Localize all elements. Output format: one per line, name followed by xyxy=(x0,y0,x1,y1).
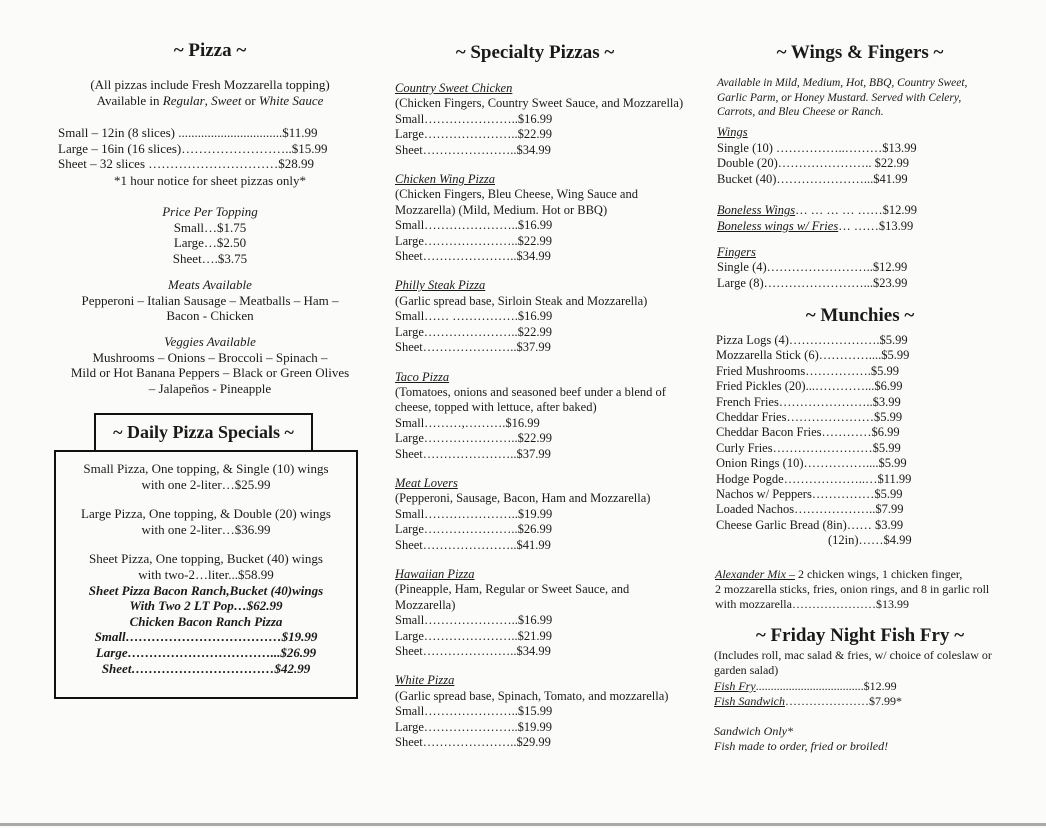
wings-wings-0-label: Single (10) ……………..……… xyxy=(717,140,883,155)
page-bottom-edge xyxy=(0,823,1046,826)
specialty-item xyxy=(395,673,683,750)
specials-deal1-line1: Small Pizza, One topping, & Single (10) wings xyxy=(83,461,329,476)
specialty-items-5-sizes-0-price: $16.99 xyxy=(517,613,553,628)
munchie-row xyxy=(716,472,912,487)
specials-deal2-line1: Large Pizza, One topping, & Double (20) wings xyxy=(81,506,331,522)
daily-specials-content xyxy=(56,461,356,676)
specialty-items-6-sizes-2-label: Sheet………………….. xyxy=(395,735,517,750)
pizza-note2-or: or xyxy=(241,92,259,108)
specialty-items-4-sizes-0-price: $19.99 xyxy=(517,506,553,521)
wings-boneless-1-label: Boneless wings w/ Fries xyxy=(717,218,839,233)
specialty-items-0-sizes-0-label: Small………………….. xyxy=(395,111,518,126)
munchies-items-2-price: $5.99 xyxy=(870,363,899,378)
pizza-note2-white: White Sauce xyxy=(258,92,324,108)
fishfry-row xyxy=(714,694,992,709)
munchies-items-10-price: $5.99 xyxy=(874,487,903,502)
pizza-sizes-0-price: $11.99 xyxy=(282,125,318,140)
specialty-items-5-sizes-2-price: $34.99 xyxy=(516,644,551,658)
wings-boneless-1-dots: … …… xyxy=(838,218,879,233)
fishfry-note-1: garden salad) xyxy=(714,663,779,678)
specialty-items-4-name: Meat Lovers xyxy=(395,475,458,490)
wings-fingers-0-price: $12.99 xyxy=(872,260,908,275)
munchies-alexander-name: Alexander Mix – xyxy=(715,567,795,581)
fishfry-items-1-dots: ………………… xyxy=(785,694,869,709)
specialty-items-5-sizes-1-price: $21.99 xyxy=(517,628,553,643)
munchies-items-6-price: $6.99 xyxy=(871,425,900,440)
wings-fingers-1-label: Large (8)……………………... xyxy=(717,275,873,290)
wings-row xyxy=(717,172,917,188)
pizza-size-row xyxy=(58,156,327,172)
munchie-row xyxy=(716,348,912,363)
munchies-list xyxy=(716,333,912,549)
specials-cbr-sizes-0-price: $19.99 xyxy=(281,629,318,645)
alexander-mix xyxy=(715,567,989,612)
pizza-size-row xyxy=(58,141,327,157)
wings-row xyxy=(717,156,917,172)
meats-list: Bacon - Chicken xyxy=(166,308,254,324)
specialty-items-1-sizes-0-label: Small………………….. xyxy=(395,218,518,233)
veggies-list: Mushrooms – Onions – Broccoli – Spinach – xyxy=(92,349,328,365)
specials-cbr-sizes-2-price: $42.99 xyxy=(274,660,311,676)
fishfry-note-0: (Includes roll, mac salad & fries, w/ choice of coleslaw or xyxy=(714,648,992,662)
specials-cbr-sizes-2-label: Sheet…………………………… xyxy=(101,660,275,676)
specialty-items-6-sizes-1-label: Large………………….. xyxy=(395,719,518,734)
wings-flavor-note xyxy=(717,76,967,120)
specialty-items-6-sizes-0-label: Small………………….. xyxy=(395,704,518,719)
specialty-items-2-sizes-1-label: Large………………….. xyxy=(395,324,518,339)
specialty-items-1-sizes-2-price: $34.99 xyxy=(516,249,551,264)
munchies-items-4-price: $3.99 xyxy=(872,394,901,409)
pizza-sizes-0-label: Small – 12in (8 slices) ................................ xyxy=(58,125,283,140)
munchies-items-5-price: $5.99 xyxy=(873,410,903,425)
specialty-items-3-name: Taco Pizza xyxy=(395,369,450,384)
specialty-items-1-desc-1: Mozzarella) (Mild, Medium. Hot or BBQ) xyxy=(395,202,608,217)
fishfry-items-0-label: Fish Fry xyxy=(714,678,756,693)
specials-deal4-line1: Sheet Pizza Bacon Ranch,Bucket (40)wings xyxy=(88,582,324,598)
specialty-items-3-sizes-2-price: $37.99 xyxy=(516,446,551,461)
specialty-items-4-sizes-1-label: Large………………….. xyxy=(395,522,518,537)
specialty-title: ~ Specialty Pizzas ~ xyxy=(455,42,615,63)
pizza-sizes-2-label: Sheet – 32 slices ………………………… xyxy=(58,156,279,172)
specialty-items-4-sizes-2-price: $41.99 xyxy=(516,537,551,552)
pizza-size-row xyxy=(58,125,327,141)
specialty-items-4-sizes-2-label: Sheet………………….. xyxy=(395,537,517,552)
wings-fingers-1-price: $23.99 xyxy=(873,275,908,290)
specialty-items-0-sizes-0-price: $16.99 xyxy=(517,111,553,126)
munchie-row xyxy=(716,333,912,348)
boneless-row xyxy=(717,203,917,219)
specialty-item xyxy=(395,370,683,462)
fishfry-items-1-label: Fish Sandwich xyxy=(714,694,785,709)
munchie-row xyxy=(716,502,912,517)
munchies-alexander-line1: 2 chicken wings, 1 chicken finger, xyxy=(794,567,963,581)
cbr-title: Chicken Bacon Ranch Pizza xyxy=(129,613,283,629)
pizza-note2-regular: Regular xyxy=(162,92,205,108)
specialty-items-5-sizes-2-label: Sheet………………….. xyxy=(395,644,517,658)
specialty-items-3-sizes-0-label: Small………,………. xyxy=(395,415,506,430)
wings-subtitle: Wings xyxy=(717,125,748,139)
specialty-item xyxy=(395,567,683,659)
wings-wings-1-label: Double (20)………………….. xyxy=(717,156,875,171)
munchies-items-9-price: $11.99 xyxy=(877,471,912,486)
munchies-items-0-label: Pizza Logs (4)…………………. xyxy=(716,333,880,347)
munchies-items-2-label: Fried Mushrooms……………. xyxy=(716,363,871,378)
specialty-items-1-sizes-0-price: $16.99 xyxy=(517,218,553,233)
specialty-items-0-sizes-2-label: Sheet………………….. xyxy=(395,142,517,157)
munchies-items-9-label: Hodge Pogde………………..… xyxy=(716,471,878,486)
specialty-items-1-name: Chicken Wing Pizza xyxy=(395,172,495,187)
specialty-items-2-sizes-1-price: $22.99 xyxy=(517,324,553,339)
specialty-items-3-sizes-1-price: $22.99 xyxy=(517,431,553,446)
specials-deal3-line2: with two-2…liter...$58.99 xyxy=(138,566,274,582)
specialty-items-1-sizes-1-label: Large………………….. xyxy=(395,233,518,248)
munchies-items-7-price: $5.99 xyxy=(872,440,901,455)
pizza-sizes-1-price: $15.99 xyxy=(291,140,328,156)
wings-fingers-0-label: Single (4)…………………….. xyxy=(717,260,873,275)
wings-boneless-0-label: Boneless Wings xyxy=(717,203,796,218)
munchies-items-0-price: $5.99 xyxy=(879,333,908,347)
specialty-items-0-desc-0: (Chicken Fingers, Country Sweet Sauce, and Mozzarella) xyxy=(395,96,684,111)
fishfry-footnote: Fish made to order, fried or broiled! xyxy=(714,739,889,754)
specialty-items-3-sizes-2-label: Sheet………………….. xyxy=(395,446,517,461)
special-deal xyxy=(56,506,356,537)
meats-title: Meats Available xyxy=(168,277,252,292)
specialty-items-4-sizes-1-price: $26.99 xyxy=(517,522,553,537)
munchie-row xyxy=(716,410,912,425)
specials-deal1-line2: with one 2-liter…$25.99 xyxy=(141,476,271,492)
munchies-items-3-price: $6.99 xyxy=(874,379,903,394)
specialty-items-1-sizes-1-price: $22.99 xyxy=(517,233,553,248)
specials-cbr-sizes-1-label: Large……………………………... xyxy=(95,644,281,660)
specialty-items-5-sizes-1-label: Large………………….. xyxy=(395,628,518,643)
specialty-items-6-sizes-2-price: $29.99 xyxy=(516,735,551,750)
munchies-title: ~ Munchies ~ xyxy=(805,305,915,326)
pizza-mozzarella-note: (All pizzas include Fresh Mozzarella topping) xyxy=(90,77,330,92)
topping-price-title: Price Per Topping xyxy=(162,204,258,219)
specials-deal2-line2: with one 2-liter…$36.99 xyxy=(141,521,271,537)
specialty-items-1-sizes-2-label: Sheet………………….. xyxy=(395,249,517,264)
wings-note-0: Available in Mild, Medium, Hot, BBQ, Country Sweet, xyxy=(717,77,968,89)
cbr-size-row xyxy=(56,645,356,661)
specialty-items-3-sizes-0-price: $16.99 xyxy=(505,415,540,430)
munchie-row xyxy=(716,456,912,471)
specialty-items-5-desc-1: Mozzarella) xyxy=(395,597,456,612)
munchie-row: (12in)……$4.99 xyxy=(828,533,912,548)
specialty-items-4-sizes-0-label: Small………………….. xyxy=(395,506,518,521)
munchie-row xyxy=(716,395,912,410)
topping-price: Sheet….$3.75 xyxy=(172,250,248,266)
specialty-items-2-sizes-2-price: $37.99 xyxy=(516,340,551,355)
munchies-items-12-price: $3.99 xyxy=(874,517,904,532)
wings-list xyxy=(717,125,917,291)
veggies-title: Veggies Available xyxy=(164,334,256,349)
specialty-items-6-desc-0: (Garlic spread base, Spinach, Tomato, and mozzarella) xyxy=(395,688,669,703)
munchie-row xyxy=(716,379,912,394)
veggies-list: Mild or Hot Banana Peppers – Black or Green Olives xyxy=(70,365,350,381)
specialty-list xyxy=(395,81,683,750)
specialty-items-4-desc-0: (Pepperoni, Sausage, Bacon, Ham and Mozzarella) xyxy=(395,491,651,506)
fingers-subtitle: Fingers xyxy=(717,244,756,259)
munchies-alexander-line3: with mozzarella…………………$13.99 xyxy=(715,597,909,611)
specialty-items-0-sizes-2-price: $34.99 xyxy=(516,142,551,157)
pizza-sizes-1-label: Large – 16in (16 slices)…………………….. xyxy=(58,140,292,156)
fishfry-items-1-price: $7.99* xyxy=(869,694,902,709)
munchies-alexander-line2: 2 mozzarella sticks, fries, onion rings, and 8 in garlic roll xyxy=(715,582,990,596)
wings-boneless-0-price: $12.99 xyxy=(882,203,917,218)
munchie-row xyxy=(716,518,912,533)
topping-price: Large…$2.50 xyxy=(173,235,247,251)
fishfry-title: ~ Friday Night Fish Fry ~ xyxy=(755,625,965,646)
specialty-items-5-desc-0: (Pineapple, Ham, Regular or Sweet Sauce, and xyxy=(395,582,630,597)
munchies-items-8-price: $5.99 xyxy=(878,456,907,471)
special-deal xyxy=(56,551,356,582)
munchies-items-5-label: Cheddar Fries………………… xyxy=(716,410,874,425)
cbr-size-row xyxy=(56,661,356,677)
munchie-row xyxy=(716,441,912,456)
pizza-sizes-2-price: $28.99 xyxy=(278,156,315,172)
special-deal xyxy=(56,461,356,492)
specialty-items-3-sizes-1-label: Large………………….. xyxy=(395,431,518,446)
specialty-items-0-name: Country Sweet Chicken xyxy=(395,81,513,95)
specialty-items-6-name: White Pizza xyxy=(395,673,455,688)
specialty-items-5-name: Hawaiian Pizza xyxy=(395,566,475,581)
pizza-note2-sweet: Sweet xyxy=(211,92,242,108)
munchies-items-1-label: Mozzarella Stick (6)………….... xyxy=(716,348,882,363)
specialty-items-6-sizes-1-price: $19.99 xyxy=(517,719,553,734)
specialty-items-2-desc-0: (Garlic spread base, Sirloin Steak and Mozzarella) xyxy=(395,293,648,308)
fishfry-items-0-price: $12.99 xyxy=(863,678,897,693)
specialty-items-1-desc-0: (Chicken Fingers, Bleu Cheese, Wing Sauce and xyxy=(395,187,638,202)
pizza-note2-prefix: Available in xyxy=(96,92,163,108)
fishfry-items-0-dots: .................................... xyxy=(755,678,864,693)
specialty-item xyxy=(395,476,683,553)
specialty-items-0-sizes-1-price: $22.99 xyxy=(517,127,553,142)
fishfry-row xyxy=(714,679,992,694)
specials-cbr-sizes-1-price: $26.99 xyxy=(280,644,317,660)
specialty-items-2-name: Philly Steak Pizza xyxy=(395,278,486,293)
munchies-items-11-price: $7.99 xyxy=(875,502,904,517)
fishfry-footnote: Sandwich Only* xyxy=(714,723,793,738)
wings-boneless-1-price: $13.99 xyxy=(878,218,914,233)
pizza-size-list xyxy=(58,125,327,172)
pizza-title: ~ Pizza ~ xyxy=(173,40,247,61)
meats-list: Pepperoni – Italian Sausage – Meatballs – Ham – xyxy=(81,292,339,308)
specialty-items-0-sizes-1-label: Large………………….. xyxy=(395,127,518,142)
topping-price: Small…$1.75 xyxy=(173,219,247,235)
specialty-items-3-desc-0: (Tomatoes, onions and seasoned beef under a blend of xyxy=(395,384,666,399)
specialty-items-5-sizes-0-label: Small………………….. xyxy=(395,613,518,628)
pizza-sauce-note xyxy=(50,93,370,109)
daily-specials-title-box xyxy=(94,413,313,452)
munchies-items-1-price: $5.99 xyxy=(881,348,910,363)
munchies-items-3-label: Fried Pickles (20)...…………... xyxy=(716,379,875,394)
munchies-items-12-label: Cheese Garlic Bread (8in)…… xyxy=(716,517,875,532)
wings-title: ~ Wings & Fingers ~ xyxy=(776,42,944,63)
pizza-note2-comma: , xyxy=(204,92,212,108)
specialty-items-2-sizes-0-price: $16.99 xyxy=(517,309,553,324)
munchies-items-8-label: Onion Rings (10)…………….... xyxy=(716,456,879,471)
specials-deal3-line1: Sheet Pizza, One topping, Bucket (40) wings xyxy=(89,551,323,567)
specialty-items-3-desc-1: cheese, topped with lettuce, after baked) xyxy=(395,400,597,415)
wings-wings-2-label: Bucket (40)…………………... xyxy=(717,171,874,186)
boneless-row xyxy=(717,219,917,235)
munchies-items-11-label: Loaded Nachos……………….. xyxy=(716,502,876,517)
wings-wings-2-price: $41.99 xyxy=(873,171,908,186)
munchies-items-10-label: Nachos w/ Peppers…………… xyxy=(716,487,875,502)
fingers-row xyxy=(717,260,917,276)
daily-specials-title: ~ Daily Pizza Specials ~ xyxy=(113,422,294,442)
munchies-items-6-label: Cheddar Bacon Fries………… xyxy=(716,425,872,440)
wings-row xyxy=(717,141,917,157)
specialty-items-2-sizes-2-label: Sheet………………….. xyxy=(395,340,517,355)
munchie-row xyxy=(716,364,912,379)
specialty-item xyxy=(395,172,683,264)
munchies-items-7-label: Curly Fries…………………… xyxy=(716,440,873,455)
wings-wings-1-price: $22.99 xyxy=(874,156,909,171)
munchies-items-4-label: French Fries………………….. xyxy=(716,394,873,409)
sheet-notice: *1 hour notice for sheet pizzas only* xyxy=(113,173,307,188)
wings-wings-0-price: $13.99 xyxy=(882,140,917,155)
wings-note-2: Carrots, and Bleu Cheese or Ranch. xyxy=(717,106,884,118)
cbr-size-row xyxy=(56,629,356,645)
specialty-items-2-sizes-0-label: Small…… ……………. xyxy=(395,309,518,324)
wings-note-1: Garlic Parm, or Honey Mustard. Served with Celery, xyxy=(717,91,962,104)
specialty-item xyxy=(395,278,683,355)
specialty-item xyxy=(395,81,683,158)
specials-deal4-line2: With Two 2 LT Pop…$62.99 xyxy=(129,598,283,614)
specials-cbr-sizes-0-label: Small……………………………… xyxy=(94,629,282,645)
munchie-row xyxy=(716,425,912,440)
specialty-items-6-sizes-0-price: $15.99 xyxy=(517,704,553,719)
veggies-list: – Jalapeños - Pineapple xyxy=(148,380,272,396)
fingers-row xyxy=(717,276,917,292)
special-deal-bacon-ranch xyxy=(56,583,356,677)
wings-boneless-0-dots: … … … … …… xyxy=(795,203,883,218)
fishfry-list xyxy=(714,648,992,754)
munchie-row xyxy=(716,487,912,502)
